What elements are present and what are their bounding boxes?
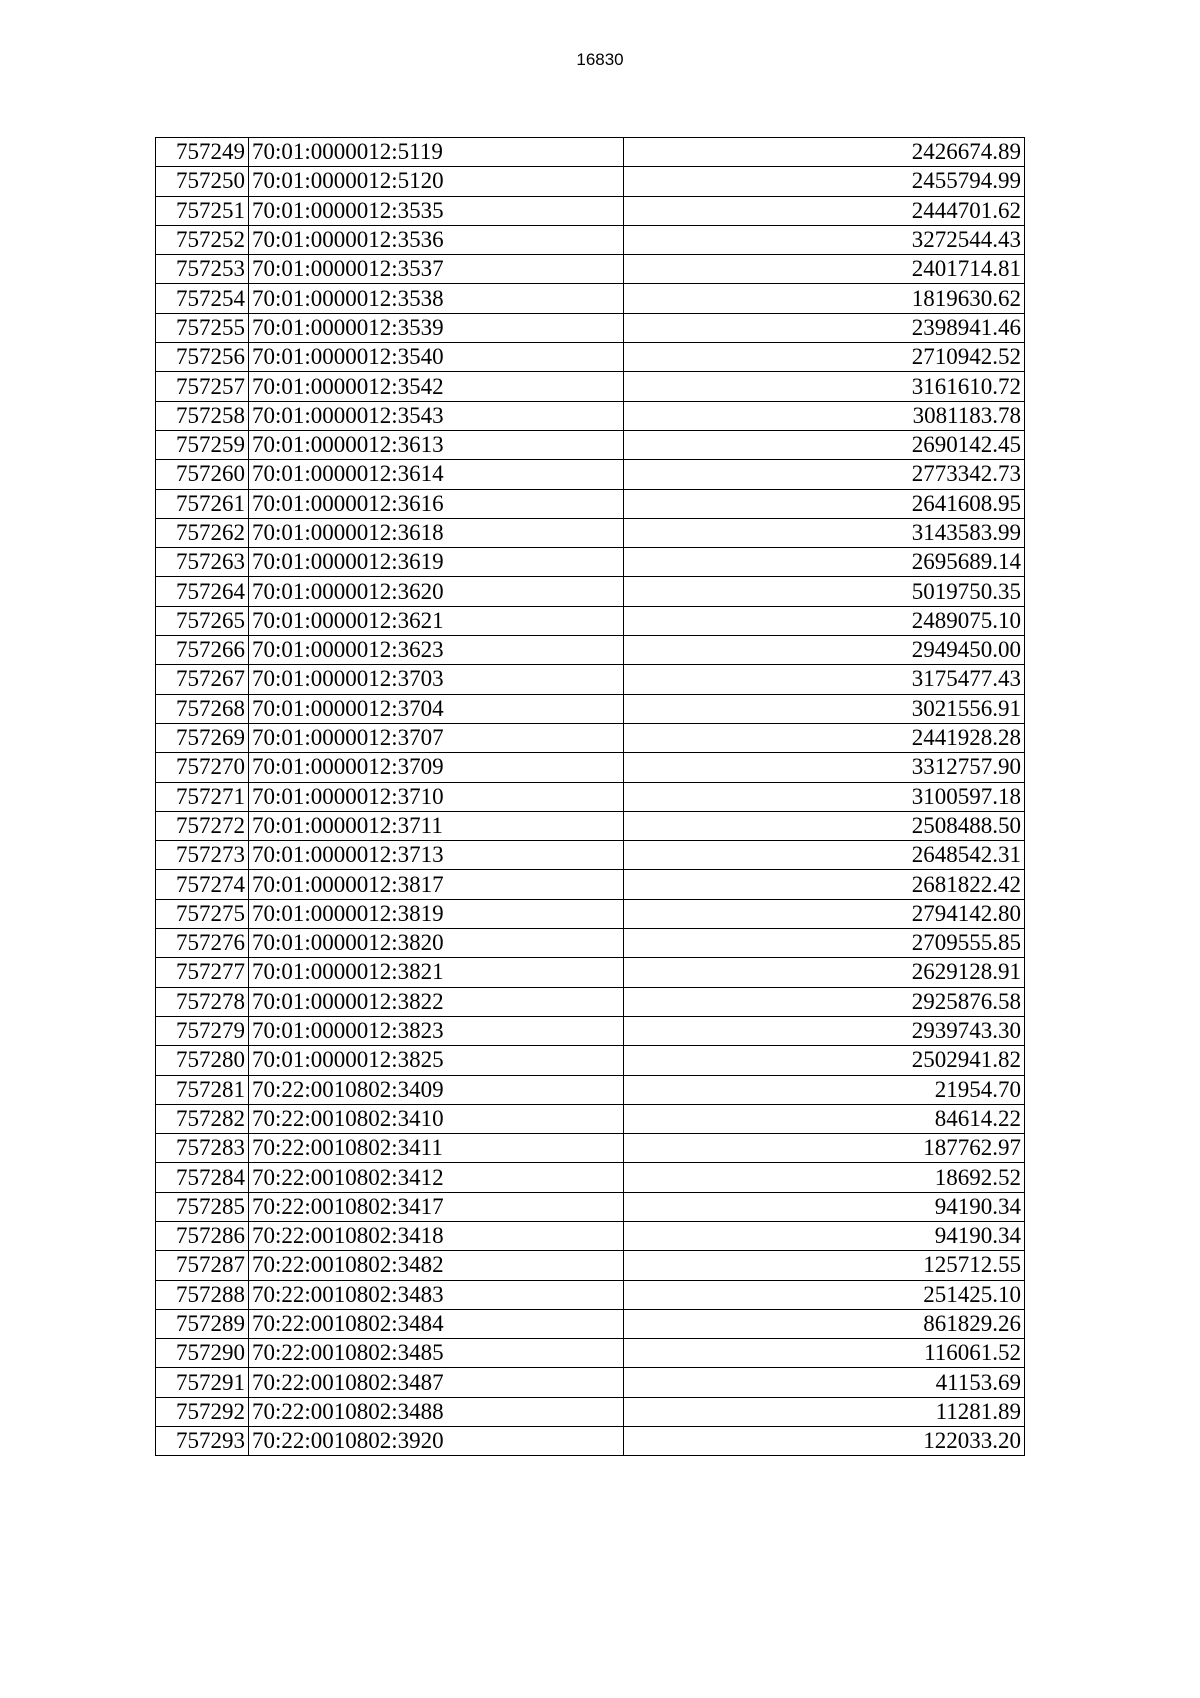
row-number-cell: 757285 <box>156 1192 249 1221</box>
table-row <box>156 167 1025 196</box>
table-row <box>156 1163 1025 1192</box>
table-row <box>156 225 1025 254</box>
table-row <box>156 430 1025 459</box>
table-row <box>156 255 1025 284</box>
cadastral-number-cell: 70:22:0010802:3920 <box>249 1427 624 1456</box>
row-number-cell: 757292 <box>156 1397 249 1426</box>
row-number-cell: 757249 <box>156 138 249 167</box>
table-row <box>156 811 1025 840</box>
value-cell: 2401714.81 <box>624 255 1025 284</box>
table-row <box>156 401 1025 430</box>
row-number-cell: 757250 <box>156 167 249 196</box>
cadastral-number-cell: 70:22:0010802:3410 <box>249 1104 624 1133</box>
value-cell: 11281.89 <box>624 1397 1025 1426</box>
table-row <box>156 782 1025 811</box>
cadastral-number-cell: 70:01:0000012:3823 <box>249 1016 624 1045</box>
table-row <box>156 1221 1025 1250</box>
row-number-cell: 757281 <box>156 1075 249 1104</box>
table-row <box>156 841 1025 870</box>
value-cell: 2398941.46 <box>624 313 1025 342</box>
table-row <box>156 1427 1025 1456</box>
row-number-cell: 757272 <box>156 811 249 840</box>
cadastral-number-cell: 70:22:0010802:3409 <box>249 1075 624 1104</box>
value-cell: 94190.34 <box>624 1221 1025 1250</box>
cadastral-number-cell: 70:22:0010802:3411 <box>249 1134 624 1163</box>
cadastral-number-cell: 70:22:0010802:3485 <box>249 1339 624 1368</box>
cadastral-number-cell: 70:01:0000012:3614 <box>249 460 624 489</box>
value-cell: 94190.34 <box>624 1192 1025 1221</box>
row-number-cell: 757288 <box>156 1280 249 1309</box>
row-number-cell: 757253 <box>156 255 249 284</box>
table-row <box>156 929 1025 958</box>
cadastral-number-cell: 70:22:0010802:3484 <box>249 1309 624 1338</box>
table-row <box>156 1251 1025 1280</box>
cadastral-number-cell: 70:01:0000012:3535 <box>249 196 624 225</box>
cadastral-number-cell: 70:01:0000012:3539 <box>249 313 624 342</box>
value-cell: 2939743.30 <box>624 1016 1025 1045</box>
table-row <box>156 1046 1025 1075</box>
row-number-cell: 757284 <box>156 1163 249 1192</box>
table-row <box>156 753 1025 782</box>
table-row <box>156 665 1025 694</box>
value-cell: 2949450.00 <box>624 636 1025 665</box>
table-row <box>156 138 1025 167</box>
value-cell: 2695689.14 <box>624 548 1025 577</box>
table-row <box>156 518 1025 547</box>
value-cell: 3161610.72 <box>624 372 1025 401</box>
row-number-cell: 757260 <box>156 460 249 489</box>
cadastral-number-cell: 70:01:0000012:3536 <box>249 225 624 254</box>
table-row <box>156 1134 1025 1163</box>
row-number-cell: 757282 <box>156 1104 249 1133</box>
value-cell: 2441928.28 <box>624 723 1025 752</box>
row-number-cell: 757263 <box>156 548 249 577</box>
cadastral-number-cell: 70:22:0010802:3483 <box>249 1280 624 1309</box>
table-row <box>156 313 1025 342</box>
table-row <box>156 1016 1025 1045</box>
value-cell: 2681822.42 <box>624 870 1025 899</box>
table-row <box>156 899 1025 928</box>
table-row <box>156 606 1025 635</box>
value-cell: 2444701.62 <box>624 196 1025 225</box>
value-cell: 1819630.62 <box>624 284 1025 313</box>
cadastral-number-cell: 70:22:0010802:3487 <box>249 1368 624 1397</box>
value-cell: 21954.70 <box>624 1075 1025 1104</box>
value-cell: 3021556.91 <box>624 694 1025 723</box>
value-cell: 41153.69 <box>624 1368 1025 1397</box>
row-number-cell: 757278 <box>156 987 249 1016</box>
value-cell: 116061.52 <box>624 1339 1025 1368</box>
value-cell: 122033.20 <box>624 1427 1025 1456</box>
page-number: 16830 <box>576 50 624 69</box>
row-number-cell: 757286 <box>156 1221 249 1250</box>
row-number-cell: 757289 <box>156 1309 249 1338</box>
table-row <box>156 694 1025 723</box>
row-number-cell: 757268 <box>156 694 249 723</box>
row-number-cell: 757277 <box>156 958 249 987</box>
cadastral-number-cell: 70:01:0000012:3825 <box>249 1046 624 1075</box>
cadastral-number-cell: 70:01:0000012:3538 <box>249 284 624 313</box>
value-cell: 2794142.80 <box>624 899 1025 928</box>
value-cell: 2648542.31 <box>624 841 1025 870</box>
row-number-cell: 757276 <box>156 929 249 958</box>
cadastral-number-cell: 70:01:0000012:3709 <box>249 753 624 782</box>
table-row <box>156 1339 1025 1368</box>
table-row <box>156 870 1025 899</box>
cadastral-number-cell: 70:01:0000012:3613 <box>249 430 624 459</box>
cadastral-number-cell: 70:01:0000012:5119 <box>249 138 624 167</box>
value-cell: 2710942.52 <box>624 343 1025 372</box>
table-row <box>156 723 1025 752</box>
cadastral-number-cell: 70:01:0000012:3542 <box>249 372 624 401</box>
row-number-cell: 757287 <box>156 1251 249 1280</box>
table-row <box>156 1368 1025 1397</box>
row-number-cell: 757265 <box>156 606 249 635</box>
table-row <box>156 372 1025 401</box>
cadastral-number-cell: 70:01:0000012:3819 <box>249 899 624 928</box>
row-number-cell: 757267 <box>156 665 249 694</box>
value-cell: 3175477.43 <box>624 665 1025 694</box>
row-number-cell: 757256 <box>156 343 249 372</box>
cadastral-number-cell: 70:01:0000012:3618 <box>249 518 624 547</box>
row-number-cell: 757279 <box>156 1016 249 1045</box>
value-cell: 2773342.73 <box>624 460 1025 489</box>
cadastral-number-cell: 70:01:0000012:3620 <box>249 577 624 606</box>
row-number-cell: 757275 <box>156 899 249 928</box>
row-number-cell: 757270 <box>156 753 249 782</box>
cadastral-value-table <box>155 137 1025 1456</box>
value-cell: 2455794.99 <box>624 167 1025 196</box>
row-number-cell: 757259 <box>156 430 249 459</box>
row-number-cell: 757283 <box>156 1134 249 1163</box>
value-cell: 5019750.35 <box>624 577 1025 606</box>
cadastral-number-cell: 70:01:0000012:3713 <box>249 841 624 870</box>
value-cell: 2426674.89 <box>624 138 1025 167</box>
row-number-cell: 757257 <box>156 372 249 401</box>
row-number-cell: 757274 <box>156 870 249 899</box>
row-number-cell: 757266 <box>156 636 249 665</box>
cadastral-number-cell: 70:01:0000012:3616 <box>249 489 624 518</box>
cadastral-number-cell: 70:01:0000012:3621 <box>249 606 624 635</box>
row-number-cell: 757261 <box>156 489 249 518</box>
cadastral-number-cell: 70:01:0000012:3540 <box>249 343 624 372</box>
cadastral-number-cell: 70:01:0000012:3821 <box>249 958 624 987</box>
row-number-cell: 757269 <box>156 723 249 752</box>
table-row <box>156 1192 1025 1221</box>
value-cell: 251425.10 <box>624 1280 1025 1309</box>
table-row <box>156 577 1025 606</box>
value-cell: 2925876.58 <box>624 987 1025 1016</box>
table-row <box>156 636 1025 665</box>
value-cell: 3081183.78 <box>624 401 1025 430</box>
cadastral-number-cell: 70:01:0000012:3704 <box>249 694 624 723</box>
value-cell: 2641608.95 <box>624 489 1025 518</box>
value-cell: 84614.22 <box>624 1104 1025 1133</box>
value-cell: 2709555.85 <box>624 929 1025 958</box>
row-number-cell: 757273 <box>156 841 249 870</box>
cadastral-number-cell: 70:01:0000012:3707 <box>249 723 624 752</box>
value-cell: 3100597.18 <box>624 782 1025 811</box>
table-row <box>156 284 1025 313</box>
value-cell: 2508488.50 <box>624 811 1025 840</box>
table-row <box>156 958 1025 987</box>
table-row <box>156 548 1025 577</box>
table-row <box>156 987 1025 1016</box>
cadastral-number-cell: 70:01:0000012:3537 <box>249 255 624 284</box>
row-number-cell: 757291 <box>156 1368 249 1397</box>
row-number-cell: 757262 <box>156 518 249 547</box>
table-row <box>156 489 1025 518</box>
table-row <box>156 1309 1025 1338</box>
cadastral-number-cell: 70:01:0000012:5120 <box>249 167 624 196</box>
row-number-cell: 757252 <box>156 225 249 254</box>
value-cell: 2690142.45 <box>624 430 1025 459</box>
cadastral-number-cell: 70:01:0000012:3710 <box>249 782 624 811</box>
cadastral-number-cell: 70:22:0010802:3417 <box>249 1192 624 1221</box>
row-number-cell: 757280 <box>156 1046 249 1075</box>
cadastral-number-cell: 70:22:0010802:3412 <box>249 1163 624 1192</box>
row-number-cell: 757255 <box>156 313 249 342</box>
value-cell: 2629128.91 <box>624 958 1025 987</box>
table-row <box>156 1104 1025 1133</box>
cadastral-number-cell: 70:01:0000012:3623 <box>249 636 624 665</box>
value-cell: 2502941.82 <box>624 1046 1025 1075</box>
cadastral-number-cell: 70:01:0000012:3822 <box>249 987 624 1016</box>
cadastral-number-cell: 70:22:0010802:3482 <box>249 1251 624 1280</box>
table-body <box>156 138 1025 1456</box>
table-row <box>156 1075 1025 1104</box>
cadastral-number-cell: 70:01:0000012:3543 <box>249 401 624 430</box>
cadastral-number-cell: 70:22:0010802:3418 <box>249 1221 624 1250</box>
table-row <box>156 1397 1025 1426</box>
value-cell: 18692.52 <box>624 1163 1025 1192</box>
cadastral-number-cell: 70:01:0000012:3711 <box>249 811 624 840</box>
cadastral-number-cell: 70:01:0000012:3817 <box>249 870 624 899</box>
row-number-cell: 757290 <box>156 1339 249 1368</box>
value-cell: 3272544.43 <box>624 225 1025 254</box>
row-number-cell: 757293 <box>156 1427 249 1456</box>
value-cell: 3312757.90 <box>624 753 1025 782</box>
row-number-cell: 757258 <box>156 401 249 430</box>
value-cell: 2489075.10 <box>624 606 1025 635</box>
table-row <box>156 1280 1025 1309</box>
value-cell: 125712.55 <box>624 1251 1025 1280</box>
row-number-cell: 757271 <box>156 782 249 811</box>
table-row <box>156 196 1025 225</box>
row-number-cell: 757251 <box>156 196 249 225</box>
value-cell: 861829.26 <box>624 1309 1025 1338</box>
cadastral-number-cell: 70:22:0010802:3488 <box>249 1397 624 1426</box>
row-number-cell: 757254 <box>156 284 249 313</box>
table-row <box>156 343 1025 372</box>
cadastral-number-cell: 70:01:0000012:3703 <box>249 665 624 694</box>
row-number-cell: 757264 <box>156 577 249 606</box>
table-row <box>156 460 1025 489</box>
cadastral-number-cell: 70:01:0000012:3619 <box>249 548 624 577</box>
value-cell: 3143583.99 <box>624 518 1025 547</box>
cadastral-number-cell: 70:01:0000012:3820 <box>249 929 624 958</box>
value-cell: 187762.97 <box>624 1134 1025 1163</box>
